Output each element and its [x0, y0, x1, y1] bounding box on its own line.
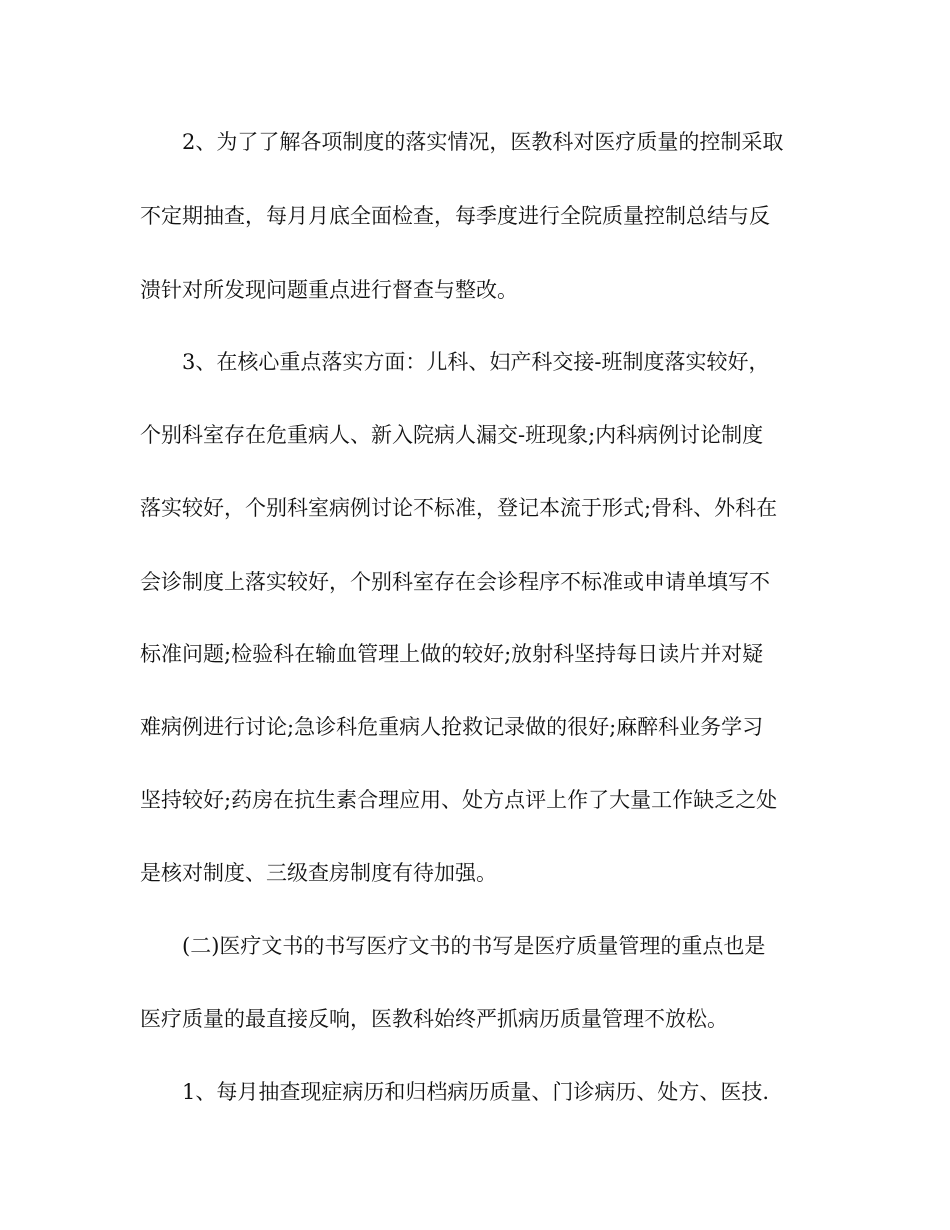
paragraph-line: 标准问题;检验科在输血管理上做的较好;放射科坚持每日读片并对疑 [140, 642, 764, 666]
paragraph-line: (二)医疗文书的书写医疗文书的书写是医疗质量管理的重点也是 [182, 934, 766, 958]
paragraph-line: 不定期抽查，每月月底全面检查，每季度进行全院质量控制总结与反 [140, 204, 770, 228]
paragraph-line: 坚持较好;药房在抗生素合理应用、处方点评上作了大量工作缺乏之处 [140, 788, 778, 812]
paragraph-line: 个别科室存在危重病人、新入院病人漏交-班现象;内科病例讨论制度 [140, 423, 764, 447]
paragraph-line: 落实较好，个别科室病例讨论不标准，登记本流于形式;骨科、外科在 [140, 496, 778, 520]
paragraph-line: 是核对制度、三级查房制度有待加强。 [140, 861, 497, 885]
paragraph-line: 医疗质量的最直接反响，医教科始终严抓病历质量管理不放松。 [140, 1007, 728, 1031]
paragraph-line: 2、为了了解各项制度的落实情况，医教科对医疗质量的控制采取 [182, 130, 784, 154]
paragraph-line: 会诊制度上落实较好，个别科室存在会诊程序不标准或申请单填写不 [140, 570, 770, 594]
paragraph-line: 3、在核心重点落实方面：儿科、妇产科交接-班制度落实较好， [182, 350, 770, 374]
paragraph-line: 难病例进行讨论;急诊科危重病人抢救记录做的很好;麻醉科业务学习 [140, 715, 764, 739]
paragraph-line: 1、每月抽查现症病历和归档病历质量、门诊病历、处方、医技. [182, 1080, 770, 1104]
paragraph-line: 溃针对所发现问题重点进行督查与整改。 [140, 278, 518, 302]
